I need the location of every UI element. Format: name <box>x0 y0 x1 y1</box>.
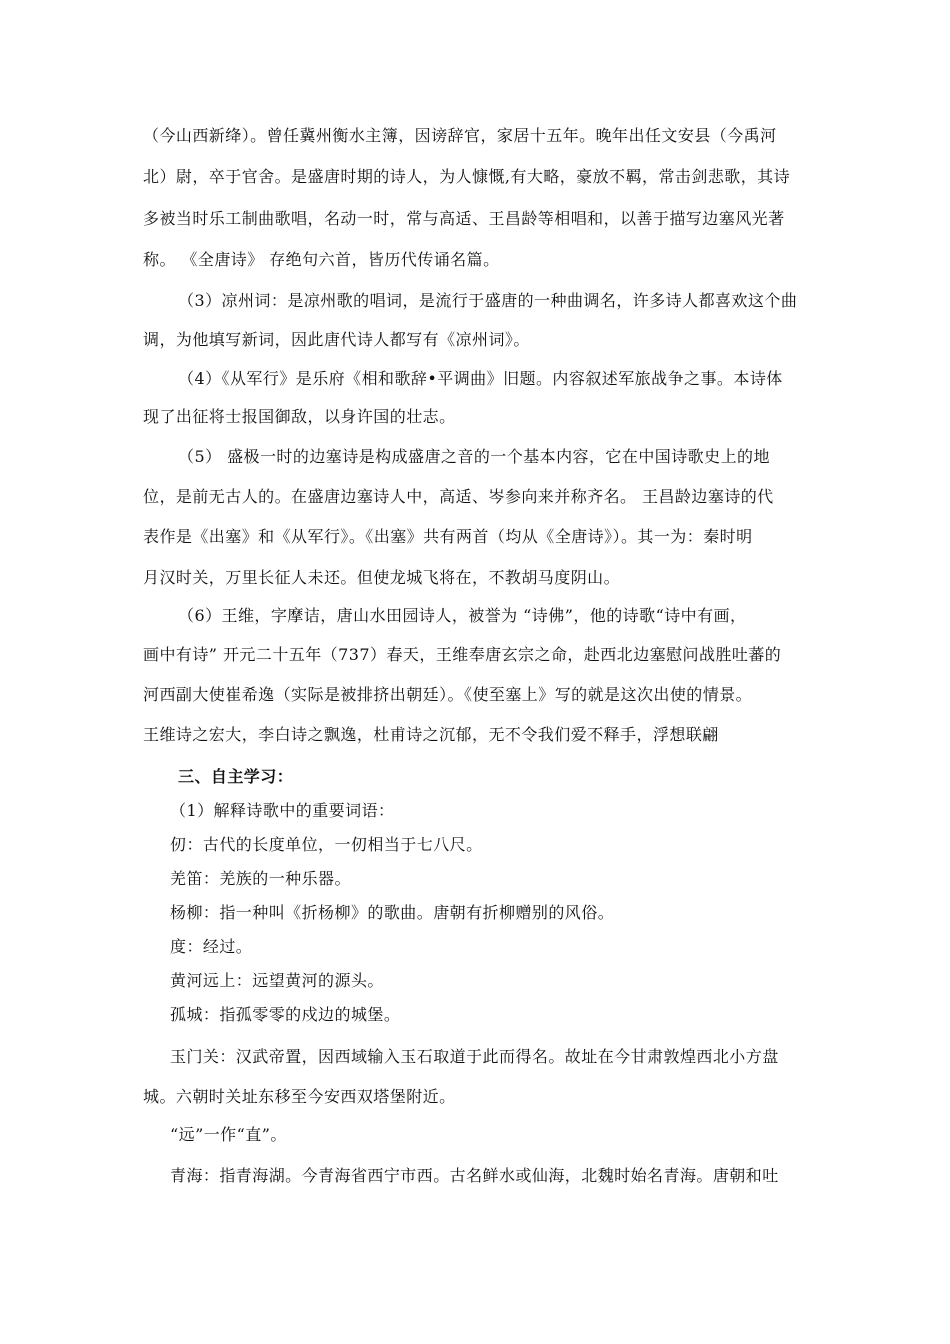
glossary-item: 黄河远上：远望黄河的源头。 <box>170 971 384 990</box>
text-line: 王维诗之宏大，李白诗之飘逸，杜甫诗之沉郁，无不令我们爱不释手，浮想联翩 <box>143 725 719 744</box>
text-line: 位，是前无古人的。在盛唐边塞诗人中，高适、岑参向来并称齐名。 王昌龄边塞诗的代 <box>143 487 774 506</box>
text-line: 多被当时乐工制曲歌唱，名动一时，常与高适、王昌龄等相唱和，以善于描写边塞风光著 <box>143 209 785 228</box>
glossary-item: 羌笛：羌族的一种乐器。 <box>170 869 351 888</box>
text-line: 北）尉，卒于官舍。是盛唐时期的诗人，为人慷慨,有大略，豪放不羁，常击剑悲歌，其诗 <box>143 167 791 186</box>
text-line: 称。 《全唐诗》 存绝句六首，皆历代传诵名篇。 <box>143 250 500 269</box>
text-line: （今山西新绛）。曾任冀州衡水主簿，因谤辞官，家居十五年。晚年出任文安县（今禹河 <box>143 126 777 145</box>
glossary-item: 杨柳：指一种叫《折杨柳》的歌曲。唐朝有折柳赠别的风俗。 <box>170 903 615 922</box>
text-line: （3）凉州词：是凉州歌的唱词，是流行于盛唐的一种曲调名，许多诗人都喜欢这个曲 <box>178 291 798 310</box>
text-line: （6）王维，字摩诘，唐山水田园诗人，被誉为 “诗佛”，他的诗歌“诗中有画， <box>178 606 747 625</box>
text-line: 表作是《出塞》和《从军行》。《出塞》共有两首（均从《全唐诗》）。其一为：秦时明 <box>143 527 753 546</box>
glossary-item: 仞：古代的长度单位，一仞相当于七八尺。 <box>170 835 483 854</box>
text-line: 月汉时关，万里长征人未还。但使龙城飞将在，不教胡马度阴山。 <box>143 568 621 587</box>
glossary-item: 度：经过。 <box>170 937 253 956</box>
glossary-item: “远”一作“直”。 <box>170 1125 287 1144</box>
text-line: 画中有诗” 开元二十五年（737）春天，王维奉唐玄宗之命，赴西北边塞慰问战胜吐蕃的 <box>143 645 782 664</box>
text-line: 现了出征将士报国御敌，以身许国的壮志。 <box>143 407 456 426</box>
glossary-item: 青海：指青海湖。今青海省西宁市西。古名鲜水或仙海，北魏时始名青海。唐朝和吐 <box>170 1166 779 1185</box>
section-heading: 三、自主学习： <box>178 767 294 786</box>
text-line: 河西副大使崔希逸（实际是被排挤出朝廷）。《使至塞上》写的就是这次出使的情景。 <box>143 685 753 704</box>
glossary-item: 孤城：指孤零零的戍边的城堡。 <box>170 1005 401 1024</box>
text-line: （4）《从军行》是乐府《相和歌辞•平调曲》旧题。内容叙述军旅战争之事。本诗体 <box>178 369 783 388</box>
text-line: 调，为他填写新词，因此唐代诗人都写有《凉州词》。 <box>143 330 530 349</box>
glossary-item: 玉门关：汉武帝置，因西域输入玉石取道于此而得名。故址在今甘肃敦煌西北小方盘 <box>170 1047 779 1066</box>
text-line: （5） 盛极一时的边塞诗是构成盛唐之音的一个基本内容，它在中国诗歌史上的地 <box>178 447 770 466</box>
glossary-item-cont: 城。六朝时关址东移至今安西双塔堡附近。 <box>143 1087 456 1106</box>
text-line: （1）解释诗歌中的重要词语： <box>170 801 395 820</box>
